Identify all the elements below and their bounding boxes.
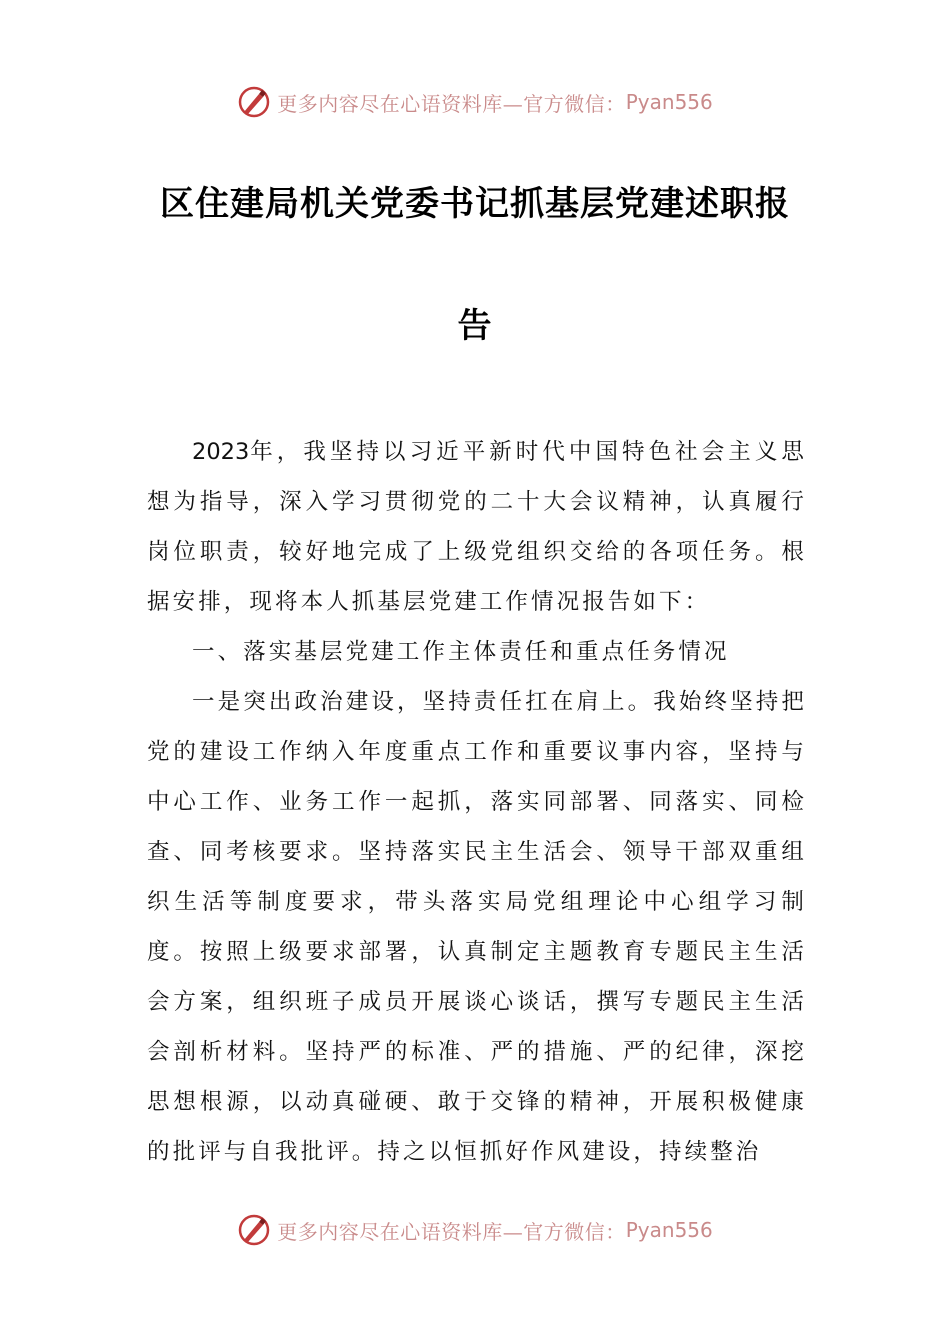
watermark-text: 更多内容尽在心语资料库—官方微信： (277, 91, 626, 116)
paragraph-political-building: 一是突出政治建设，坚持责任扛在肩上。我始终坚持把党的建设工作纳入年度重点工作和重要议事内容，坚持与中心工作、业务工作一起抓，落实同部署、同落实、同检查、同考核要求。坚持落实民主生活会、领导干部双重组织生活等制度要求，带头落实局党组理论中心组学习制度。按照上级要求部署，认真制定主题教育专题民主生活会方案，组织班子成员开展谈心谈话，撰写专题民主生活会剖析材料。坚持严的标准、严的措施、严的纪律，深挖思想根源，以动真碰硬、敢于交锋的精神，开展积极健康的批评与自我批评。持之以恒抓好作风建设，持续整治 (147, 689, 807, 1165)
year-text: 2023 (192, 439, 250, 465)
pen-logo-icon (237, 85, 271, 119)
watermark-text: 更多内容尽在心语资料库—官方微信： (277, 1219, 626, 1244)
watermark-id: Pyan556 (625, 90, 713, 114)
paragraph-intro-text: 年，我坚持以习近平新时代中国特色社会主义思想为指导，深入学习贯彻党的二十大会议精神，认真履行岗位职责，较好地完成了上级党组织交给的各项任务。根据安排，现将本人抓基层党建工作情况报告如下： (147, 439, 807, 615)
watermark-banner-top (0, 82, 950, 122)
document-title-line2: 告 (457, 306, 493, 346)
pen-logo-icon (237, 1213, 271, 1247)
document-body (147, 427, 807, 1177)
section-heading-1: 一、落实基层党建工作主体责任和重点任务情况 (192, 639, 730, 665)
paragraph-intro (147, 427, 807, 627)
watermark-banner-bottom (0, 1210, 950, 1250)
watermark-id: Pyan556 (625, 1218, 713, 1242)
document-title-line1: 区住建局机关党委书记抓基层党建述职报 (160, 184, 790, 224)
